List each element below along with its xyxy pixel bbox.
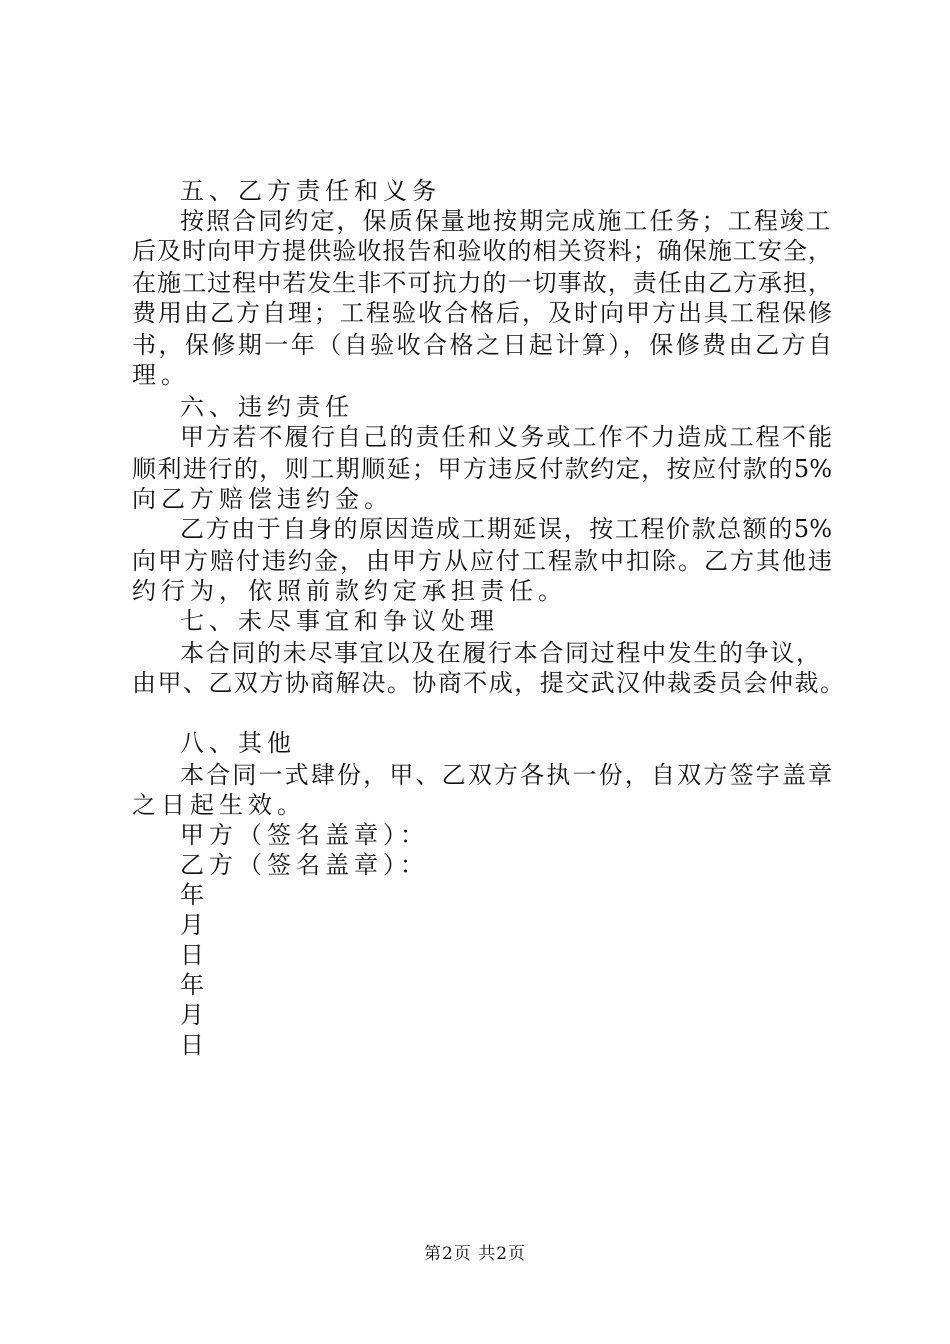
- section-heading-7: 七、未尽事宜和争议处理: [180, 607, 499, 635]
- paragraph-line: 本合同一式肆份，甲、乙双方各执一份，自双方签字盖章: [180, 761, 832, 789]
- party-b-signature-label: 乙方（签名盖章）：: [180, 851, 429, 879]
- paragraph-line: 顺利进行的，则工期顺延；甲方违反付款约定，按应付款的5%: [132, 455, 832, 483]
- paragraph-line: 书，保修期一年（自验收合格之日起计算），保修费由乙方自: [132, 331, 832, 359]
- paragraph-line: 乙方由于自身的原因造成工期延误，按工程价款总额的5%: [180, 515, 832, 543]
- date-month-label: 月: [180, 911, 209, 939]
- date-year-label: 年: [180, 881, 209, 909]
- paragraph-line: 向甲方赔付违约金，由甲方从应付工程款中扣除。乙方其他违: [132, 547, 832, 575]
- section-heading-8: 八、其他: [180, 729, 296, 757]
- paragraph-line: 费用由乙方自理；工程验收合格后，及时向甲方出具工程保修: [132, 299, 832, 327]
- paragraph-line: 在施工过程中若发生非不可抗力的一切事故，责任由乙方承担，: [132, 269, 832, 297]
- paragraph-line: 甲方若不履行自己的责任和义务或工作不力造成工程不能: [180, 423, 832, 451]
- paragraph-line: 向乙方赔偿违约金。: [132, 485, 393, 513]
- date-month-label: 月: [180, 1001, 209, 1029]
- paragraph-line: 本合同的未尽事宜以及在履行本合同过程中发生的争议，: [180, 639, 820, 667]
- section-heading-6: 六、违约责任: [180, 393, 354, 421]
- paragraph-line: 由甲、乙双方协商解决。协商不成，提交武汉仲裁委员会仲裁。: [132, 669, 844, 697]
- section-heading-5: 五、乙方责任和义务: [180, 177, 441, 205]
- paragraph-line: 约行为，依照前款约定承担责任。: [132, 577, 567, 605]
- paragraph-line: 之日起生效。: [132, 791, 306, 819]
- date-day-label: 日: [180, 941, 209, 969]
- paragraph-line: 按照合同约定，保质保量地按期完成施工任务；工程竣工: [180, 207, 830, 235]
- party-a-signature-label: 甲方（签名盖章）：: [180, 821, 429, 849]
- paragraph-line: 后及时向甲方提供验收报告和验收的相关资料；确保施工安全，: [132, 237, 832, 265]
- paragraph-line: 理。: [132, 361, 190, 389]
- date-day-label: 日: [180, 1031, 209, 1059]
- date-year-label: 年: [180, 971, 209, 999]
- page-number-footer: 第2页 共2页: [423, 1244, 527, 1264]
